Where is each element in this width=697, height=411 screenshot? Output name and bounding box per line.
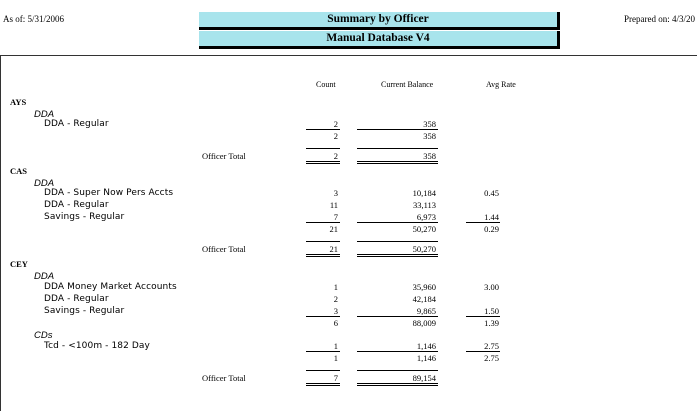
column-header-rate: Avg Rate [486, 80, 516, 89]
column-header-balance: Current Balance [381, 80, 434, 89]
item-label: DDA - Regular [44, 294, 109, 304]
subtotal-count: 2 [333, 131, 338, 141]
officer-total-rule-balance [357, 241, 438, 242]
group-name: DDA [34, 109, 55, 120]
subtotal-rule-balance [357, 222, 438, 223]
subtotal-rate: 0.29 [484, 224, 499, 234]
item-count: 11 [329, 200, 338, 210]
subtotal-balance: 1,146 [416, 353, 436, 363]
subtotal-rule-balance [357, 316, 438, 317]
officer-total-double-rule-count-a [306, 161, 340, 162]
subtotal-rule-count [306, 316, 340, 317]
officer-total-rule-balance [357, 148, 438, 149]
officer-total-double-rule-count-a [306, 254, 340, 255]
officer-total-rule-count [306, 148, 340, 149]
item-count: 2 [333, 294, 338, 304]
subtotal-rate: 1.39 [484, 318, 499, 328]
officer-total-double-rule-count-b [306, 256, 340, 257]
officer-total-double-rule-count-b [306, 385, 340, 386]
officer-total-label: Officer Total [202, 244, 246, 254]
item-label: DDA - Regular [44, 200, 109, 210]
officer-code: CEY [10, 259, 28, 269]
report-frame-top [0, 55, 697, 56]
report-title: Summary by Officer [199, 12, 560, 30]
officer-total-balance: 50,270 [412, 244, 436, 254]
group-name: DDA [34, 271, 55, 282]
officer-total-rule-balance [357, 370, 438, 371]
item-balance: 358 [423, 119, 436, 129]
item-label: Savings - Regular [44, 212, 125, 222]
item-rate: 2.75 [484, 341, 499, 351]
officer-total-label: Officer Total [202, 373, 246, 383]
subtotal-balance: 88,009 [412, 318, 436, 328]
item-count: 2 [333, 119, 338, 129]
item-label: Savings - Regular [44, 306, 125, 316]
officer-total-double-rule-count-a [306, 383, 340, 384]
subtotal-rule-rate [466, 222, 500, 223]
subtotal-rule-count [306, 129, 340, 130]
officer-total-balance: 89,154 [412, 373, 436, 383]
item-count: 1 [333, 341, 338, 351]
officer-total-double-rule-balance-a [357, 254, 438, 255]
subtotal-rule-rate [466, 316, 500, 317]
item-rate: 1.44 [484, 212, 499, 222]
prepared-on-date: Prepared on: 4/3/20 [624, 14, 695, 24]
officer-total-rule-count [306, 370, 340, 371]
subtotal-rule-rate [466, 351, 500, 352]
item-rate: 1.50 [484, 306, 499, 316]
item-rate: 3.00 [484, 282, 499, 292]
officer-total-balance: 358 [423, 151, 436, 161]
officer-total-count: 7 [333, 373, 338, 383]
item-label: DDA - Regular [44, 119, 109, 129]
column-header-count: Count [316, 80, 336, 89]
officer-total-double-rule-balance-b [357, 163, 438, 164]
item-balance: 6,973 [416, 212, 436, 222]
subtotal-balance: 50,270 [412, 224, 436, 234]
officer-code: AYS [10, 97, 27, 107]
officer-total-count: 2 [333, 151, 338, 161]
officer-total-double-rule-balance-a [357, 383, 438, 384]
officer-total-rule-count [306, 241, 340, 242]
item-label: Tcd - <100m - 182 Day [44, 341, 150, 351]
subtotal-count: 21 [329, 224, 338, 234]
officer-code: CAS [10, 166, 28, 176]
subtotal-count: 1 [333, 353, 338, 363]
report-frame-left [0, 55, 1, 411]
officer-total-double-rule-balance-a [357, 161, 438, 162]
subtotal-rule-balance [357, 129, 438, 130]
group-name: CDs [34, 330, 53, 341]
item-count: 3 [333, 306, 338, 316]
officer-total-double-rule-balance-b [357, 385, 438, 386]
item-label: DDA - Super Now Pers Accts [44, 188, 174, 198]
item-balance: 1,146 [416, 341, 436, 351]
subtotal-rule-balance [357, 351, 438, 352]
item-count: 1 [333, 282, 338, 292]
officer-total-label: Officer Total [202, 151, 246, 161]
group-name: DDA [34, 178, 55, 189]
item-balance: 10,184 [412, 188, 436, 198]
officer-total-count: 21 [329, 244, 338, 254]
subtotal-rule-count [306, 222, 340, 223]
subtotal-count: 6 [333, 318, 338, 328]
item-label: DDA Money Market Accounts [44, 282, 177, 292]
item-balance: 35,960 [412, 282, 436, 292]
report-subtitle: Manual Database V4 [199, 31, 560, 49]
subtotal-rule-count [306, 351, 340, 352]
officer-total-double-rule-count-b [306, 163, 340, 164]
subtotal-rate: 2.75 [484, 353, 499, 363]
item-rate: 0.45 [484, 188, 499, 198]
item-count: 3 [333, 188, 338, 198]
officer-total-double-rule-balance-b [357, 256, 438, 257]
item-count: 7 [333, 212, 338, 222]
subtotal-balance: 358 [423, 131, 436, 141]
item-balance: 9,865 [416, 306, 436, 316]
item-balance: 42,184 [412, 294, 436, 304]
as-of-date: As of: 5/31/2006 [3, 14, 65, 24]
item-balance: 33,113 [412, 200, 436, 210]
